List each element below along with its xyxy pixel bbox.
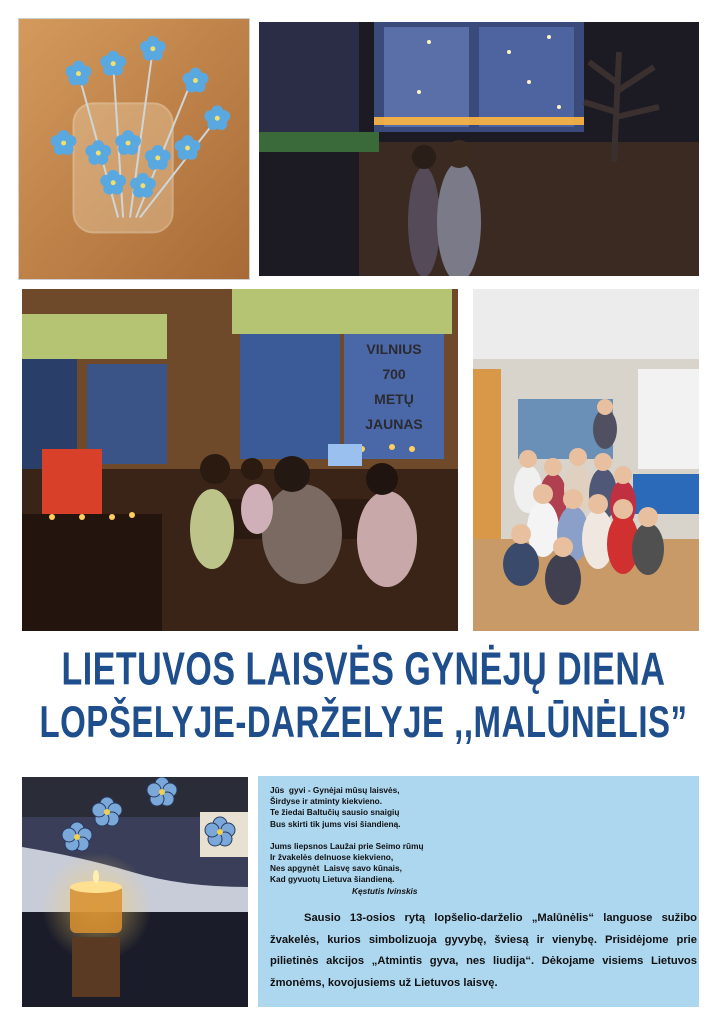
window-text-4: JAUNAS [365,416,423,432]
poem-line: Ir žvakelės delnuose kiekvieno, [270,852,394,863]
window-text-2: 700 [382,366,406,382]
poem-line: Širdyse ir atminty kiekvieno. [270,796,383,807]
photo-classroom-candles [22,289,458,631]
poem-line: Te žiedai Baltučių sausio snaigių [270,807,400,818]
poem-line: Jūs gyvi - Gynėjai mūsų laisvės, [270,785,400,795]
window-text-3: METŲ [374,391,414,407]
poem-line: Kad gyvuotų Lietuva šiandieną. [270,874,395,885]
poem-line: Jums liepsnos Laužai prie Seimo rūmų [270,840,424,851]
poem-line: Nes apgynėt Laisvę savo kūnais, [270,863,402,874]
poem-author: Kęstutis Ivinskis [352,885,418,896]
window-text-1: VILNIUS [366,341,422,357]
poem-line: Bus skirti tik jums visi šiandieną. [270,818,401,829]
text-panel [258,776,699,1007]
photo-candle-windowsill [22,777,248,1007]
photo-children-window [259,22,699,276]
photo-group-children [473,289,699,631]
main-title-line1: LIETUVOS LAISVĖS GYNĖJŲ DIENA [61,644,666,696]
main-title-line2: LOPŠELYJE-DARŽELYJE ,,MALŪNĖLIS” [39,696,688,747]
poem [270,785,424,897]
body-paragraph: Sausio 13-osios rytą lopšelio-darželio „Malūnėlis“ languose sužibo žvakelės, kurios simbolizuoja gyvybę, šviesą ir vienybę. Prisidėjome prie pilietinės akcijos „Atmintis gyva, nes liudija“. Dėkojame visiems Lietuvos žmonėms, kovojusiems už Lietuvos laisvę. [270,912,697,989]
photo-flowers-vase [18,18,250,280]
